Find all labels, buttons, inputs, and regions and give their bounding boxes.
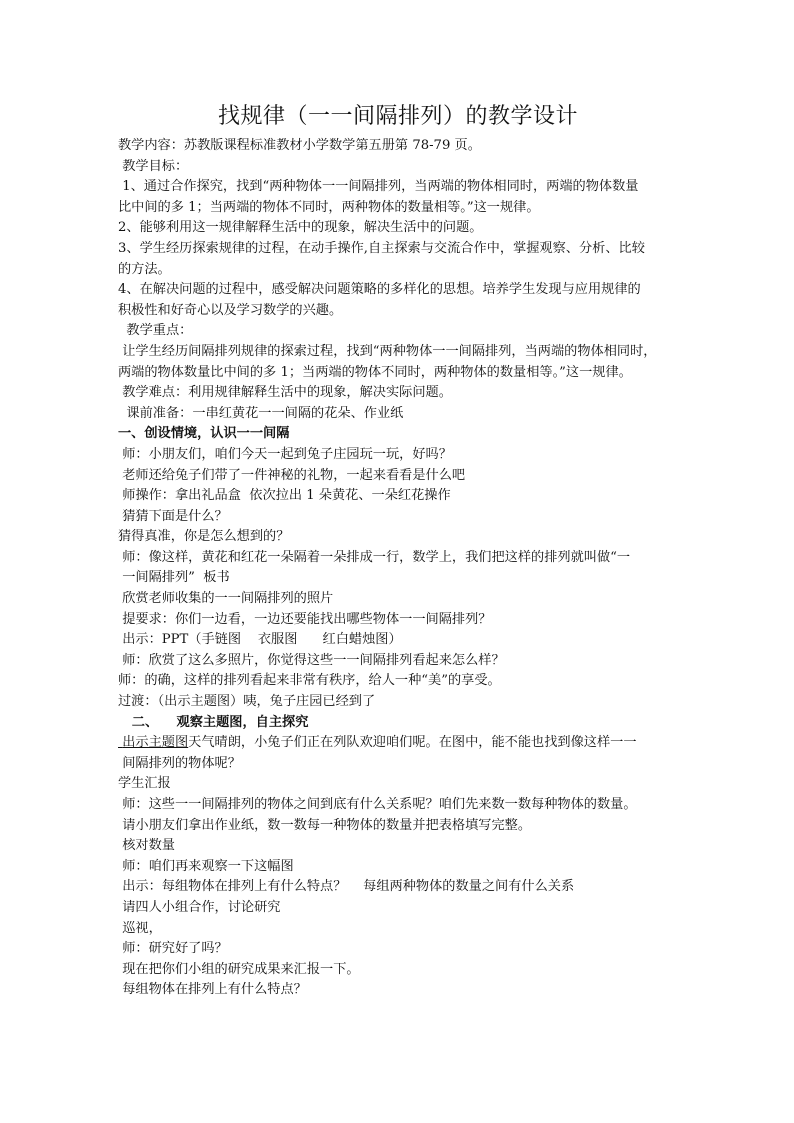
text-line: 比中间的多 1；当两端的物体不同时，两种物体的数量相等。”这一规律。 <box>118 199 540 215</box>
text-line: 师：像这样，黄花和红花一朵隔着一朵排成一行，数学上，我们把这样的排列就叫做“一 <box>118 549 631 565</box>
section-heading: 二、 观察主题图，自主探究 <box>118 714 309 730</box>
text-line: 师：欣赏了这么多照片，你觉得这些一一间隔排列看起来怎么样？ <box>118 652 505 668</box>
text-line: 教学目标： <box>118 158 189 174</box>
text-line: 请小朋友们拿出作业纸，数一数每一种物体的数量并把表格填写完整。 <box>118 817 532 833</box>
text-segment: 天气晴朗，小兔子们正在列队欢迎咱们呢。在图中，能不能也找到像这样一一 <box>188 735 637 751</box>
document-title: 找规律（一一间隔排列）的教学设计 <box>217 104 578 129</box>
text-line: 教学难点：利用规律解释生活中的现象，解决实际问题。 <box>118 385 452 401</box>
text-line: 2、能够利用这一规律解释生活中的现象，解决生活中的问题。 <box>118 220 483 236</box>
document-page <box>118 100 678 1001</box>
text-line: 师：小朋友们，咱们今天一起到兔子庄园玩一玩，好吗？ <box>118 446 452 462</box>
text-line: 师操作：拿出礼品盒 依次拉出 1 朵黄花、一朵红花操作 <box>118 488 451 504</box>
text-line: 老师还给兔子们带了一件神秘的礼物，一起来看看是什么吧 <box>118 467 466 483</box>
text-line: 的方法。 <box>118 261 171 277</box>
section-heading: 一、创设情境，认识一一间隔 <box>118 426 290 442</box>
text-line: 猜猜下面是什么？ <box>118 508 228 524</box>
text-line: 欣赏老师收集的一一间隔排列的照片 <box>118 591 334 607</box>
text-line: 过渡：（出示主题图）咦，兔子庄园已经到了 <box>118 694 376 710</box>
text-line: 出示：PPT（手链图 衣服图 红白蜡烛图） <box>118 632 402 648</box>
text-line: 积极性和好奇心以及学习数学的兴趣。 <box>118 302 343 318</box>
text-line: 两端的物体数量比中间的多 1；当两端的物体不同时，两种物体的数量相等。”这一规律。 <box>118 364 632 380</box>
text-line: 4、在解决问题的过程中，感受解决问题策略的多样化的思想。培养学生发现与应用规律的 <box>118 282 641 298</box>
text-line: 一间隔排列” 板书 <box>118 570 230 586</box>
text-line: 师：咱们再来观察一下这幅图 <box>118 858 294 874</box>
text-line: 出示：每组物体在排列上有什么特点？ 每组两种物体的数量之间有什么关系 <box>118 879 575 895</box>
text-line: 课前准备：一串红黄花一一间隔的花朵、作业纸 <box>118 405 404 421</box>
text-line: 间隔排列的物体呢？ <box>118 755 241 771</box>
text-line: 教学内容：苏教版课程标准教材小学数学第五册第 78-79 页。 <box>118 138 481 153</box>
text-line: 现在把你们小组的研究成果来汇报一下。 <box>118 961 360 977</box>
text-line <box>118 733 678 754</box>
text-line: 师：这些一一间隔排列的物体之间到底有什么关系呢？咱们先来数一数每种物体的数量。 <box>118 797 637 812</box>
text-line: 师：研究好了吗？ <box>118 941 228 957</box>
underlined-text: 出示主题图 <box>118 735 189 751</box>
text-line: 猜得真准，你是怎么想到的？ <box>118 529 290 545</box>
text-line: 1、通过合作探究，找到“两种物体一一间隔排列，当两端的物体相同时，两端的物体数量 <box>118 179 639 195</box>
text-line: 提要求：你们一边看，一边还要能找出哪些物体一一间隔排列？ <box>118 611 492 627</box>
text-line: 教学重点： <box>118 323 193 339</box>
text-line: 每组物体在排列上有什么特点？ <box>118 982 307 998</box>
text-line: 师：的确，这样的排列看起来非常有秩序，给人一种“美”的享受。 <box>118 673 501 689</box>
text-line: 让学生经历间隔排列规律的探索过程，找到“两种物体一一间隔排列，当两端的物体相同时， <box>118 343 657 359</box>
text-line: 3、学生经历探索规律的过程，在动手操作,自主探索与交流合作中，掌握观察、分析、比较 <box>118 240 645 256</box>
text-line: 请四人小组合作，讨论研究 <box>118 899 281 915</box>
text-line: 核对数量 <box>118 838 175 854</box>
text-line: 学生汇报 <box>118 776 171 792</box>
text-line: 巡视， <box>118 920 162 936</box>
